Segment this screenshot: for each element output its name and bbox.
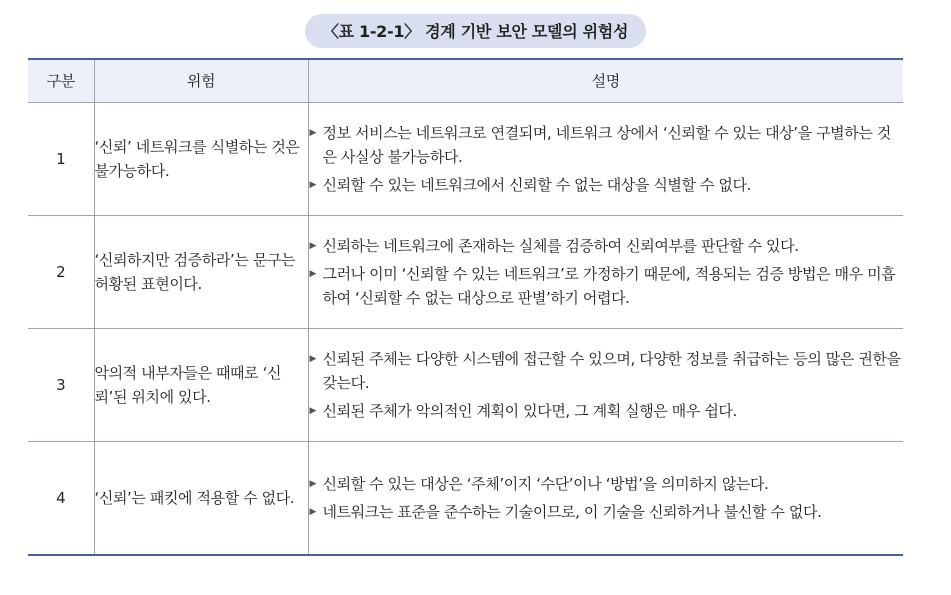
table-row <box>28 216 903 329</box>
triangle-right-icon: ▶ <box>309 269 317 279</box>
table-caption: 〈표 1-2-1〉 경계 기반 보안 모델의 위험성 <box>305 14 646 48</box>
header-category: 구분 <box>28 59 94 103</box>
description-bullet <box>309 500 904 524</box>
description-cell <box>308 103 903 216</box>
bullet-text: 신뢰된 주체가 악의적인 계획이 있다면, 그 계획 실행은 매우 쉽다. <box>322 402 737 420</box>
risk-text: 악의적 내부자들은 때때로 ‘신뢰’된 위치에 있다. <box>94 329 308 442</box>
triangle-right-icon: ▶ <box>309 354 317 364</box>
description-bullet <box>309 472 904 496</box>
description-cell <box>308 329 903 442</box>
bullet-text: 신뢰된 주체는 다양한 시스템에 접근할 수 있으며, 다양한 정보를 취급하는 등의 많은 권한을 갖는다. <box>322 350 901 392</box>
row-number: 2 <box>28 216 94 329</box>
bullet-text: 그러나 이미 ‘신뢰할 수 있는 네트워크’로 가정하기 때문에, 적용되는 검증 방법은 매우 미흡하여 ‘신뢰할 수 없는 대상으로 판별’하기 어렵다. <box>322 265 896 307</box>
row-number: 4 <box>28 442 94 555</box>
description-cell <box>308 216 903 329</box>
description-bullet <box>309 262 904 310</box>
header-risk: 위험 <box>94 59 308 103</box>
bullet-text: 신뢰할 수 있는 네트워크에서 신뢰할 수 없는 대상을 식별할 수 없다. <box>322 176 751 194</box>
risk-text: ‘신뢰하지만 검증하라’는 문구는 허황된 표현이다. <box>94 216 308 329</box>
caption-wrapper <box>0 14 951 48</box>
description-bullet <box>309 399 904 423</box>
triangle-right-icon: ▶ <box>309 241 317 251</box>
triangle-right-icon: ▶ <box>309 506 317 517</box>
risk-text: ‘신뢰’ 네트워크를 식별하는 것은 불가능하다. <box>94 103 308 216</box>
bullet-text: 신뢰하는 네트워크에 존재하는 실체를 검증하여 신뢰여부를 판단할 수 있다. <box>322 237 799 255</box>
triangle-right-icon: ▶ <box>309 180 317 190</box>
description-bullet <box>309 347 904 395</box>
row-number: 1 <box>28 103 94 216</box>
bullet-text: 신뢰할 수 있는 대상은 ‘주체’이지 ‘수단’이나 ‘방법’을 의미하지 않는다. <box>322 474 769 493</box>
bullet-text: 네트워크는 표준을 준수하는 기술이므로, 이 기술을 신뢰하거나 불신할 수 없다. <box>322 502 822 521</box>
risk-table <box>28 58 903 556</box>
triangle-right-icon: ▶ <box>309 128 317 138</box>
table-row <box>28 329 903 442</box>
risk-text: ‘신뢰’는 패킷에 적용할 수 없다. <box>94 442 308 555</box>
description-bullet <box>309 173 904 197</box>
description-bullet <box>309 234 904 258</box>
table-header-row <box>28 59 903 103</box>
description-bullet <box>309 121 904 169</box>
header-description: 설명 <box>308 59 903 103</box>
bullet-text: 정보 서비스는 네트워크로 연결되며, 네트워크 상에서 ‘신뢰할 수 있는 대상’을 구별하는 것은 사실상 불가능하다. <box>322 124 891 166</box>
triangle-right-icon: ▶ <box>309 406 317 416</box>
description-cell <box>308 442 903 555</box>
row-number: 3 <box>28 329 94 442</box>
triangle-right-icon: ▶ <box>309 478 317 489</box>
table-row <box>28 103 903 216</box>
table-row <box>28 442 903 555</box>
